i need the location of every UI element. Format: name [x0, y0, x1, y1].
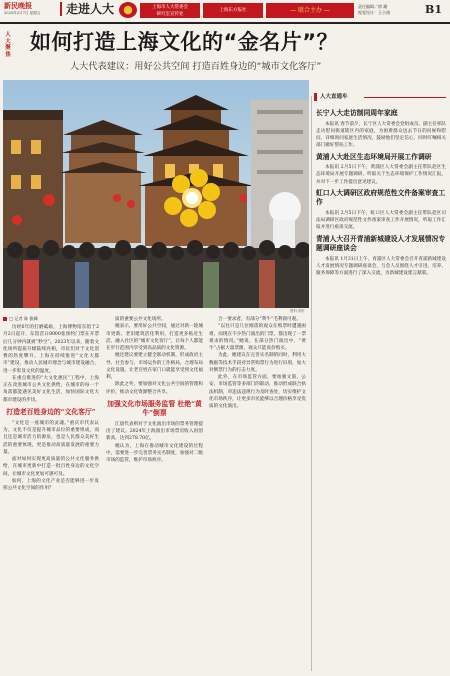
paper-logo-block: [4, 1, 56, 16]
article-column-1: [3, 324, 99, 492]
article-column-2: [106, 316, 203, 464]
news-brief-body: 本报讯 2月5日下午，虹口区人大常委会副主任带队赴区司法局调研区政府规范性文件备案审查工作开展情况，听取工作汇报并进行座谈交流。: [316, 210, 446, 231]
news-brief-list: [316, 106, 446, 277]
paragraph: 质的重要公共文化场所。: [115, 317, 166, 322]
paragraph: 除此之外，要加强对文化公共空间的管理和评价，推动文化资源整合共享。: [106, 382, 203, 395]
news-brief-body: 本报讯 春节前夕，长宁区人大常委会党组成员、副主任率队走访慰问街道辖区内的家庭，为困难群众送去节日的问候和慰问，详细询问家庭生活情况，鼓励他们坚定信心，同时叮嘱相关部门做好帮扶工作。: [316, 121, 446, 149]
news-brief-title: 虹口人大调研区政府规范性文件备案审查工作: [316, 188, 446, 207]
section-title: 走进人大: [60, 2, 114, 16]
editor-credits: [358, 4, 390, 16]
page-number: B1: [425, 3, 442, 16]
section-tag: 人大聚焦: [5, 32, 11, 58]
subheading: 打造老百姓身边的“文化客厅”: [6, 407, 96, 416]
editor-line: 责任编辑／徐 珊: [358, 4, 388, 9]
headline: 如何打造上海文化的“金名片”？: [30, 30, 339, 54]
header-marker-icon: [314, 93, 317, 101]
paragraph: 她认为，上海在推动城市文化建设的过程中，需要进一步完善票务实名制度，加强对二级市场的监管，维护市场秩序。: [106, 443, 203, 463]
news-brief-title: 黄浦人大赴区生态环境局开展工作调研: [316, 152, 432, 161]
news-brief-header: [314, 92, 446, 102]
joint-host-bar: — 联合主办 —: [266, 3, 354, 18]
paragraph: 此外，在市场监管方面，要加强文旅、公安、市场监管等多部门的联动，推动形成联合执法机制，对违法违规行为及时查处，切实维护文化市场秩序，让更多市民能够以合理价格享受优质的文化演出。: [209, 375, 306, 409]
header-rule: [364, 97, 446, 98]
lantern-festival-photo: [3, 80, 309, 308]
byline-text: □ 记者 陈 雅卿: [9, 316, 38, 321]
co-organizer-banner-1: [140, 3, 200, 18]
paragraph: 在重点推进的“大文化惠民”工程中，上海正在改进城市公共文化供给，在城市的每一个角落都能遇见美好文化生活，加快国际文化大都市建设的步伐。: [3, 375, 99, 403]
co-organizer-1-line2: 研究室宣传处: [156, 11, 184, 17]
news-brief-item: [316, 235, 446, 278]
byline: [3, 316, 38, 322]
issue-date: 2025年2月7日 星期五: [4, 11, 41, 15]
photo-credit: 资料 图片: [290, 309, 306, 313]
subheading: 加强文化市场服务监管 杜绝“黄牛”倒票: [107, 399, 202, 417]
masthead-rule: [0, 22, 450, 24]
news-brief-title: 长宁人大走访制同周年家庭: [316, 109, 398, 117]
subheadline: 人大代表建议：用好公共空间 打造百姓身边的“城市文化客厅”: [70, 61, 322, 72]
paragraph: 她还建议要建立健全联动机制，形成政府主导、社会参与、市场运作的工作格局，合理布局文化设施，让老百姓在家门口就能享受到文化福利。: [106, 353, 203, 380]
news-brief-body: 本报讯 1月31日上午，青浦区人大常委会召开青浦新城建设人才发展情况专题调研座谈会，与会人员围绕人才引进、培养、服务保障等方面进行了深入交流，为新城建设建言献策。: [316, 256, 446, 276]
co-organizer-1-line1: 上海市人大常委会: [152, 4, 188, 10]
news-brief-title: 青浦人大召开青浦新城建设人才发展情况专题调研座谈会: [316, 234, 446, 252]
co-organizer-banner-2: 上海东方报社: [203, 3, 263, 18]
paragraph: 她表示，要用好公共空间，通过对新一轮城市更新、老旧建筑活化利用，打造更多贴近生活、融入社区的“城市文化客厅”，让每个人都能在步行范围内享受到高品质的文化资源。: [106, 324, 203, 351]
paragraph: 面对如何实现更高质量的公共文化服务供给，在城市更新中打造一批百姓身边的文化空间，让城市文化更加可感可及。: [3, 457, 99, 477]
news-brief-item: [316, 189, 446, 232]
news-brief-body: 本报讯 2月5日下午，黄浦区人大常委会副主任带队赴区生态环境局开展专题调研，听取关于生态环境保护工作情况汇报，并对下一步工作提出意见建议。: [316, 165, 446, 185]
emblem-icon: [119, 2, 137, 18]
paragraph: 为此，她建议在完善实名制的同时，利用大数据等技术手段对异常购票行为进行识别，加大对倒票行为的打击力度。: [209, 353, 306, 373]
byline-marker-icon: [3, 317, 7, 321]
paragraph: 历经6年的打磨砥砺，上海博物馆东馆于2月2日起开，东馆首日8000张预约门票在开票后几分钟内就被“秒空”。2023年以来，随着文化场所提质升级陆续亮相，市民们对于文化消费的热度攀升。上海在持续推进“文化大都市”建设，推动人民城市理念与城市建设融合，进一步彰显文化的温度。: [3, 325, 99, 374]
paragraph: 如何，上海的文化产业是否能够进一步发挥公共文化空间的作用？: [3, 478, 99, 491]
news-brief-item: [316, 153, 446, 186]
column-divider: [311, 96, 312, 671]
paragraph: “文化是一座城市的灵魂。”重庆市代表认为，文化不仅是提升城市品位的重要组成，而且还是城市活力的源泉，也是人民群众美好生活的重要体现，更是推动高质量发展的重要力量。: [3, 420, 99, 455]
paragraph: “以往只是几位刚需的观众在购票时遭遇困难，而现在不少热门演出的门票，都出现了一票难求的情况。”她说，在部分热门演出中，“黄牛”占据大量票源，观众只能高价购买。: [209, 324, 306, 351]
paragraph: 江晨代表则对于文化演出市场的票务管理提出了建议。2024年上海演出市场票房收入再创新高，达到278.70亿。: [106, 421, 203, 442]
paragraph: 合一要求者，有部分“黄牛”毛利润可观。: [218, 317, 301, 322]
paper-name: 新民晚报: [4, 1, 32, 10]
designer-line: 视觉设计：王小翔: [358, 10, 390, 15]
article-column-3: [209, 316, 306, 410]
news-brief-item: [316, 109, 446, 150]
masthead: [0, 0, 450, 24]
news-brief-title: 人大直通车: [320, 94, 348, 100]
